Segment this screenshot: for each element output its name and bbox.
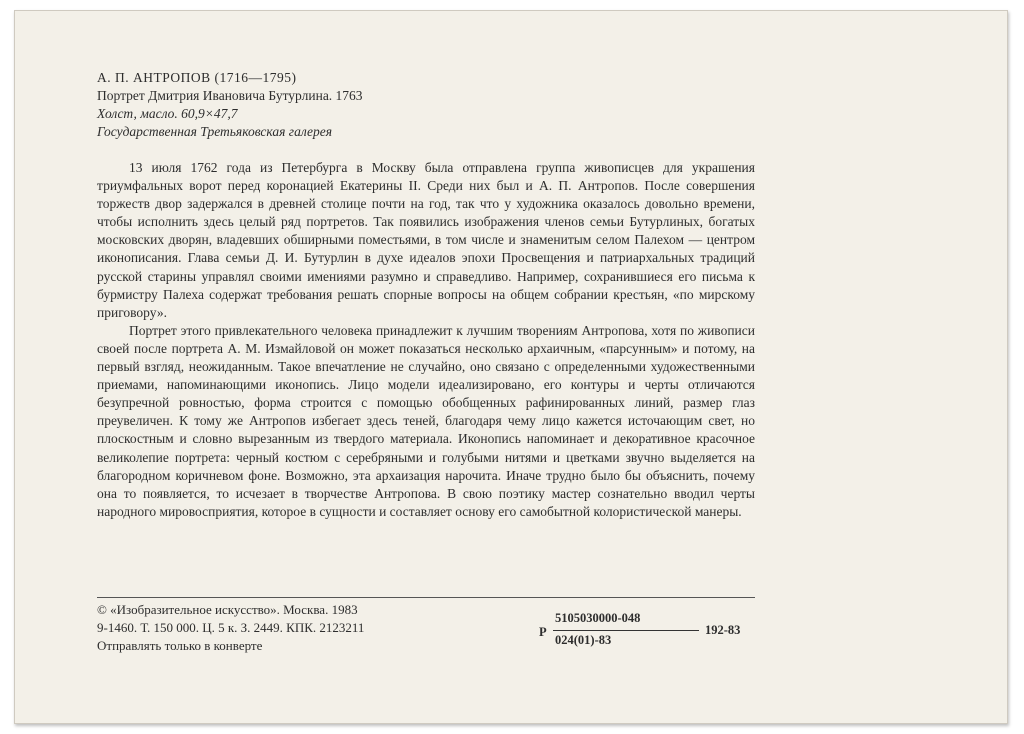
code-numerator: 5105030000-048: [555, 611, 641, 625]
code-denominator: 024(01)-83: [555, 633, 612, 647]
divider-line: [97, 597, 755, 598]
imprint-block: [97, 601, 537, 655]
code-fraction-line: [553, 630, 699, 631]
publisher-line: © «Изобразительное искусство». Москва. 1983: [97, 602, 358, 617]
museum-name: Государственная Третьяковская галерея: [97, 124, 333, 139]
postcard-back: [14, 10, 1008, 724]
code-letter: Р: [539, 625, 547, 639]
painting-title: Портрет Дмитрия Ивановича Бутурлина. 1763: [97, 88, 363, 103]
print-info-line: 9-1460. Т. 150 000. Ц. 5 к. З. 2449. КПК. 2123211: [97, 620, 365, 635]
header-block: [97, 69, 797, 141]
paragraph-1: 13 июля 1762 года из Петербурга в Москву была отправлена группа живописцев для украшения триумфальных ворот перед коронацией Екатерины II. Среди них был и А. П. Антропов. После совершения торжеств двор задержался в древней столице почти на год, так что у художника оказалось довольно времени, чтобы исполнить здесь целый ряд портретов. Так появились изображения членов семьи Бутурлиных, богатых московских дворян, владевших обширными поместьями, в том числе и знаменитым селом Палехом — центром иконописания. Глава семьи Д. И. Бутурлин в духе идеалов эпохи Просвещения и патриархальных традиций русской старины управлял своими имениями разумно и справедливо. Например, сохранившиеся его письма к бурмистру Палеха содержат требования решать спорные вопросы на общем собрании крестьян, «по мирскому приговору».: [97, 160, 755, 320]
painting-medium: Холст, масло. 60,9×47,7: [97, 106, 238, 121]
paragraph-2: Портрет этого привлекательного человека принадлежит к лучшим творениям Антропова, хотя по живописи своей после портрета А. М. Измайловой он может показаться несколько архаичным, «парсунным» и потому, на первый взгляд, неожиданным. Такое впечатление не случайно, оно связано с определенными художественными приемами, напоминающими иконопись. Лицо модели идеализировано, его контуры и черты отличаются безупречной ровностью, форма строится с помощью обобщенных рафинированных линий, размер глаз преувеличен. К тому же Антропов избегает здесь теней, благодаря чему лицо кажется источающим свет, но плоскостным и словно вырезанным из твердого материала. Иконопись напоминает и декоративное красочное великолепие портрета: черный костюм с серебряными и голубыми нитями и цветками звучно выделяется на благородном коричневом фоне. Возможно, эта архаизация нарочита. Иначе трудно было бы объяснить, почему она то появляется, то исчезает в творчестве Антропова. В свою поэтику мастер сознательно вводил черты народного мировосприятия, которое в сущности и составляет основу его самобытной колористической манеры.: [97, 322, 755, 519]
artist-name: А. П. АНТРОПОВ (1716—1795): [97, 70, 297, 85]
mailing-note: Отправлять только в конверте: [97, 638, 263, 653]
description-text: [97, 159, 755, 521]
code-suffix: 192-83: [705, 623, 741, 637]
catalog-code: [539, 611, 759, 655]
